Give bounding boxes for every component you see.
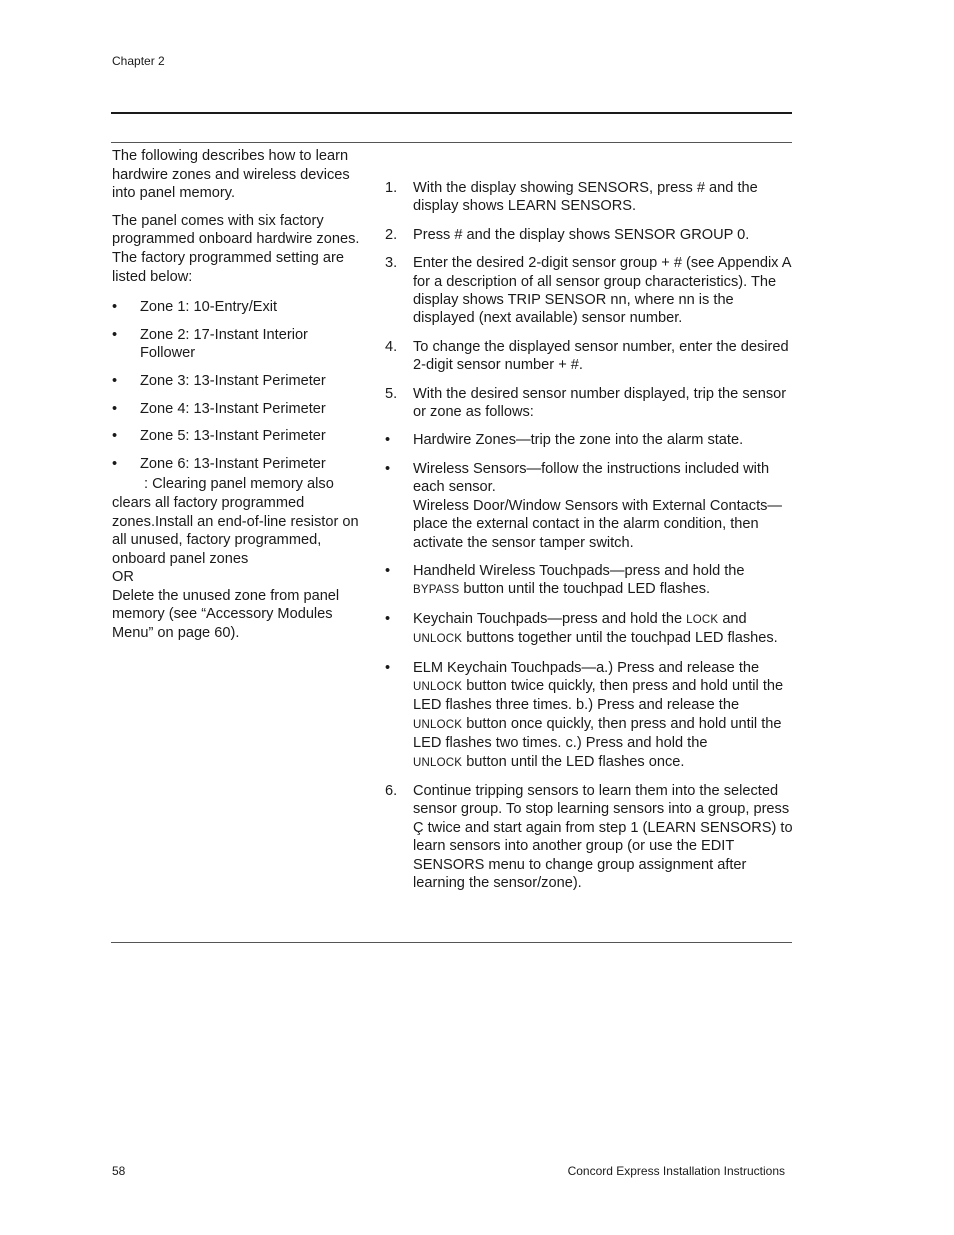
step-text: Continue tripping sensors to learn them into the selected sensor group. To stop learning sensors into a group, press Ç twice and start again from step 1 (LEARN SENSORS) to learn sensors into another group (or use the EDIT SENSORS menu to change group assignment after learning the sensor/zone). — [413, 782, 793, 891]
bullet-elm-keychain: • ELM Keychain Touchpads—a.) Press and release the UNLOCK button twice quickly, then press and hold until the LED flashes three times. b.) Press and release the UNLOCK button once quickly, then press and hold until the LED flashes two times. c.) Press and hold the UNLOCK button until the LED flashes once. — [385, 659, 784, 770]
step-2 — [385, 226, 793, 244]
bullet-text: Hardwire Zones—trip the zone into the alarm state. — [413, 432, 744, 449]
bullet-glyph: • — [112, 326, 118, 343]
bullet-glyph: • — [112, 428, 118, 445]
list-item: • Zone 2: 17-Instant Interior Follower — [112, 326, 308, 362]
step-4 — [385, 338, 793, 375]
step-text: With the display showing SENSORS, press # and the display shows LEARN SENSORS. — [413, 180, 758, 215]
bullet-wireless — [385, 460, 793, 552]
unlock-key-label: UNLOCK — [413, 756, 463, 769]
unlock-key-label: UNLOCK — [413, 633, 463, 646]
bullet-glyph: • — [112, 400, 118, 417]
right-column — [385, 179, 793, 902]
intro-paragraph: The following describes how to learn hardwire zones and wireless devices into panel memory. — [112, 148, 350, 202]
bullet-glyph: • — [112, 455, 118, 472]
header-rule — [111, 112, 792, 114]
bullet-subtext: Wireless Door/Window Sensors with External Contacts—place the external contact in the alarm condition, then activate the sensor tamper switch. — [413, 497, 783, 551]
list-item: • Zone 4: 13-Instant Perimeter — [112, 400, 326, 417]
list-item: • Zone 5: 13-Instant Perimeter — [112, 428, 326, 445]
note-block — [112, 475, 366, 642]
bullet-glyph: • — [112, 299, 118, 316]
factory-zones-paragraph: The panel comes with six factory programmed onboard hardwire zones. The factory programmed setting are listed below: — [112, 212, 360, 285]
unlock-key-label: UNLOCK — [413, 718, 463, 731]
bullet-keychain: • Keychain Touchpads—press and hold the LOCK and UNLOCK buttons together until the touchpad LED flashes. — [385, 610, 778, 647]
step-text: Enter the desired 2-digit sensor group + # (see Appendix A for a description of all sensor group characteristics). The display shows TRIP SENSOR nn, where nn is the displayed (next available) sensor number. — [413, 255, 791, 327]
zone-list — [112, 298, 366, 473]
list-item: • Zone 1: 10-Entry/Exit — [112, 299, 278, 316]
step-3 — [385, 254, 793, 328]
bullet-glyph: • — [385, 610, 391, 627]
page-number: 58 — [112, 1164, 126, 1178]
step-5 — [385, 385, 793, 422]
step-number: 6. — [385, 782, 398, 799]
step-1 — [385, 179, 793, 216]
bullet-glyph: • — [385, 432, 391, 449]
step-text: To change the displayed sensor number, enter the desired 2-digit sensor number + #. — [413, 338, 789, 374]
section-rule-top — [111, 142, 792, 143]
step-6 — [385, 782, 793, 892]
bullet-hardwire — [385, 431, 793, 449]
bullet-glyph: • — [385, 562, 391, 579]
section-rule-bottom — [111, 942, 792, 943]
lock-key-label: LOCK — [686, 613, 719, 626]
list-item: • Zone 3: 13-Instant Perimeter — [112, 372, 326, 389]
bullet-glyph: • — [385, 460, 391, 477]
left-column — [112, 147, 366, 643]
step-text: Press # and the display shows SENSOR GROUP 0. — [413, 226, 750, 243]
step-number: 5. — [385, 385, 398, 402]
list-item: • Zone 6: 13-Instant Perimeter — [112, 455, 326, 472]
bullet-handheld: • Handheld Wireless Touchpads—press and hold the BYPASS button until the touchpad LED flashes. — [385, 562, 745, 598]
document-title: Concord Express Installation Instructions — [567, 1164, 785, 1178]
bullet-glyph: • — [112, 372, 118, 389]
step-number: 4. — [385, 338, 398, 355]
step-number: 1. — [385, 180, 398, 196]
step-text: With the desired sensor number displayed, trip the sensor or zone as follows: — [413, 385, 787, 421]
bypass-key-label: BYPASS — [413, 584, 460, 597]
step-number: 3. — [385, 255, 398, 272]
note-or: OR — [112, 569, 134, 586]
step-number: 2. — [385, 226, 398, 243]
unlock-key-label: UNLOCK — [413, 680, 463, 693]
bullet-glyph: • — [385, 659, 391, 676]
bullet-text: Wireless Sensors—follow the instructions included with each sensor. — [413, 460, 770, 496]
note-delete: Delete the unused zone from panel memory (see “Accessory Modules Menu” on page 60). — [112, 587, 340, 642]
note-text: : Clearing panel memory also clears all factory programmed zones.Install an end-of-line resistor on all unused, factory programmed, onboard panel zones — [112, 476, 359, 567]
chapter-label: Chapter 2 — [112, 54, 165, 68]
